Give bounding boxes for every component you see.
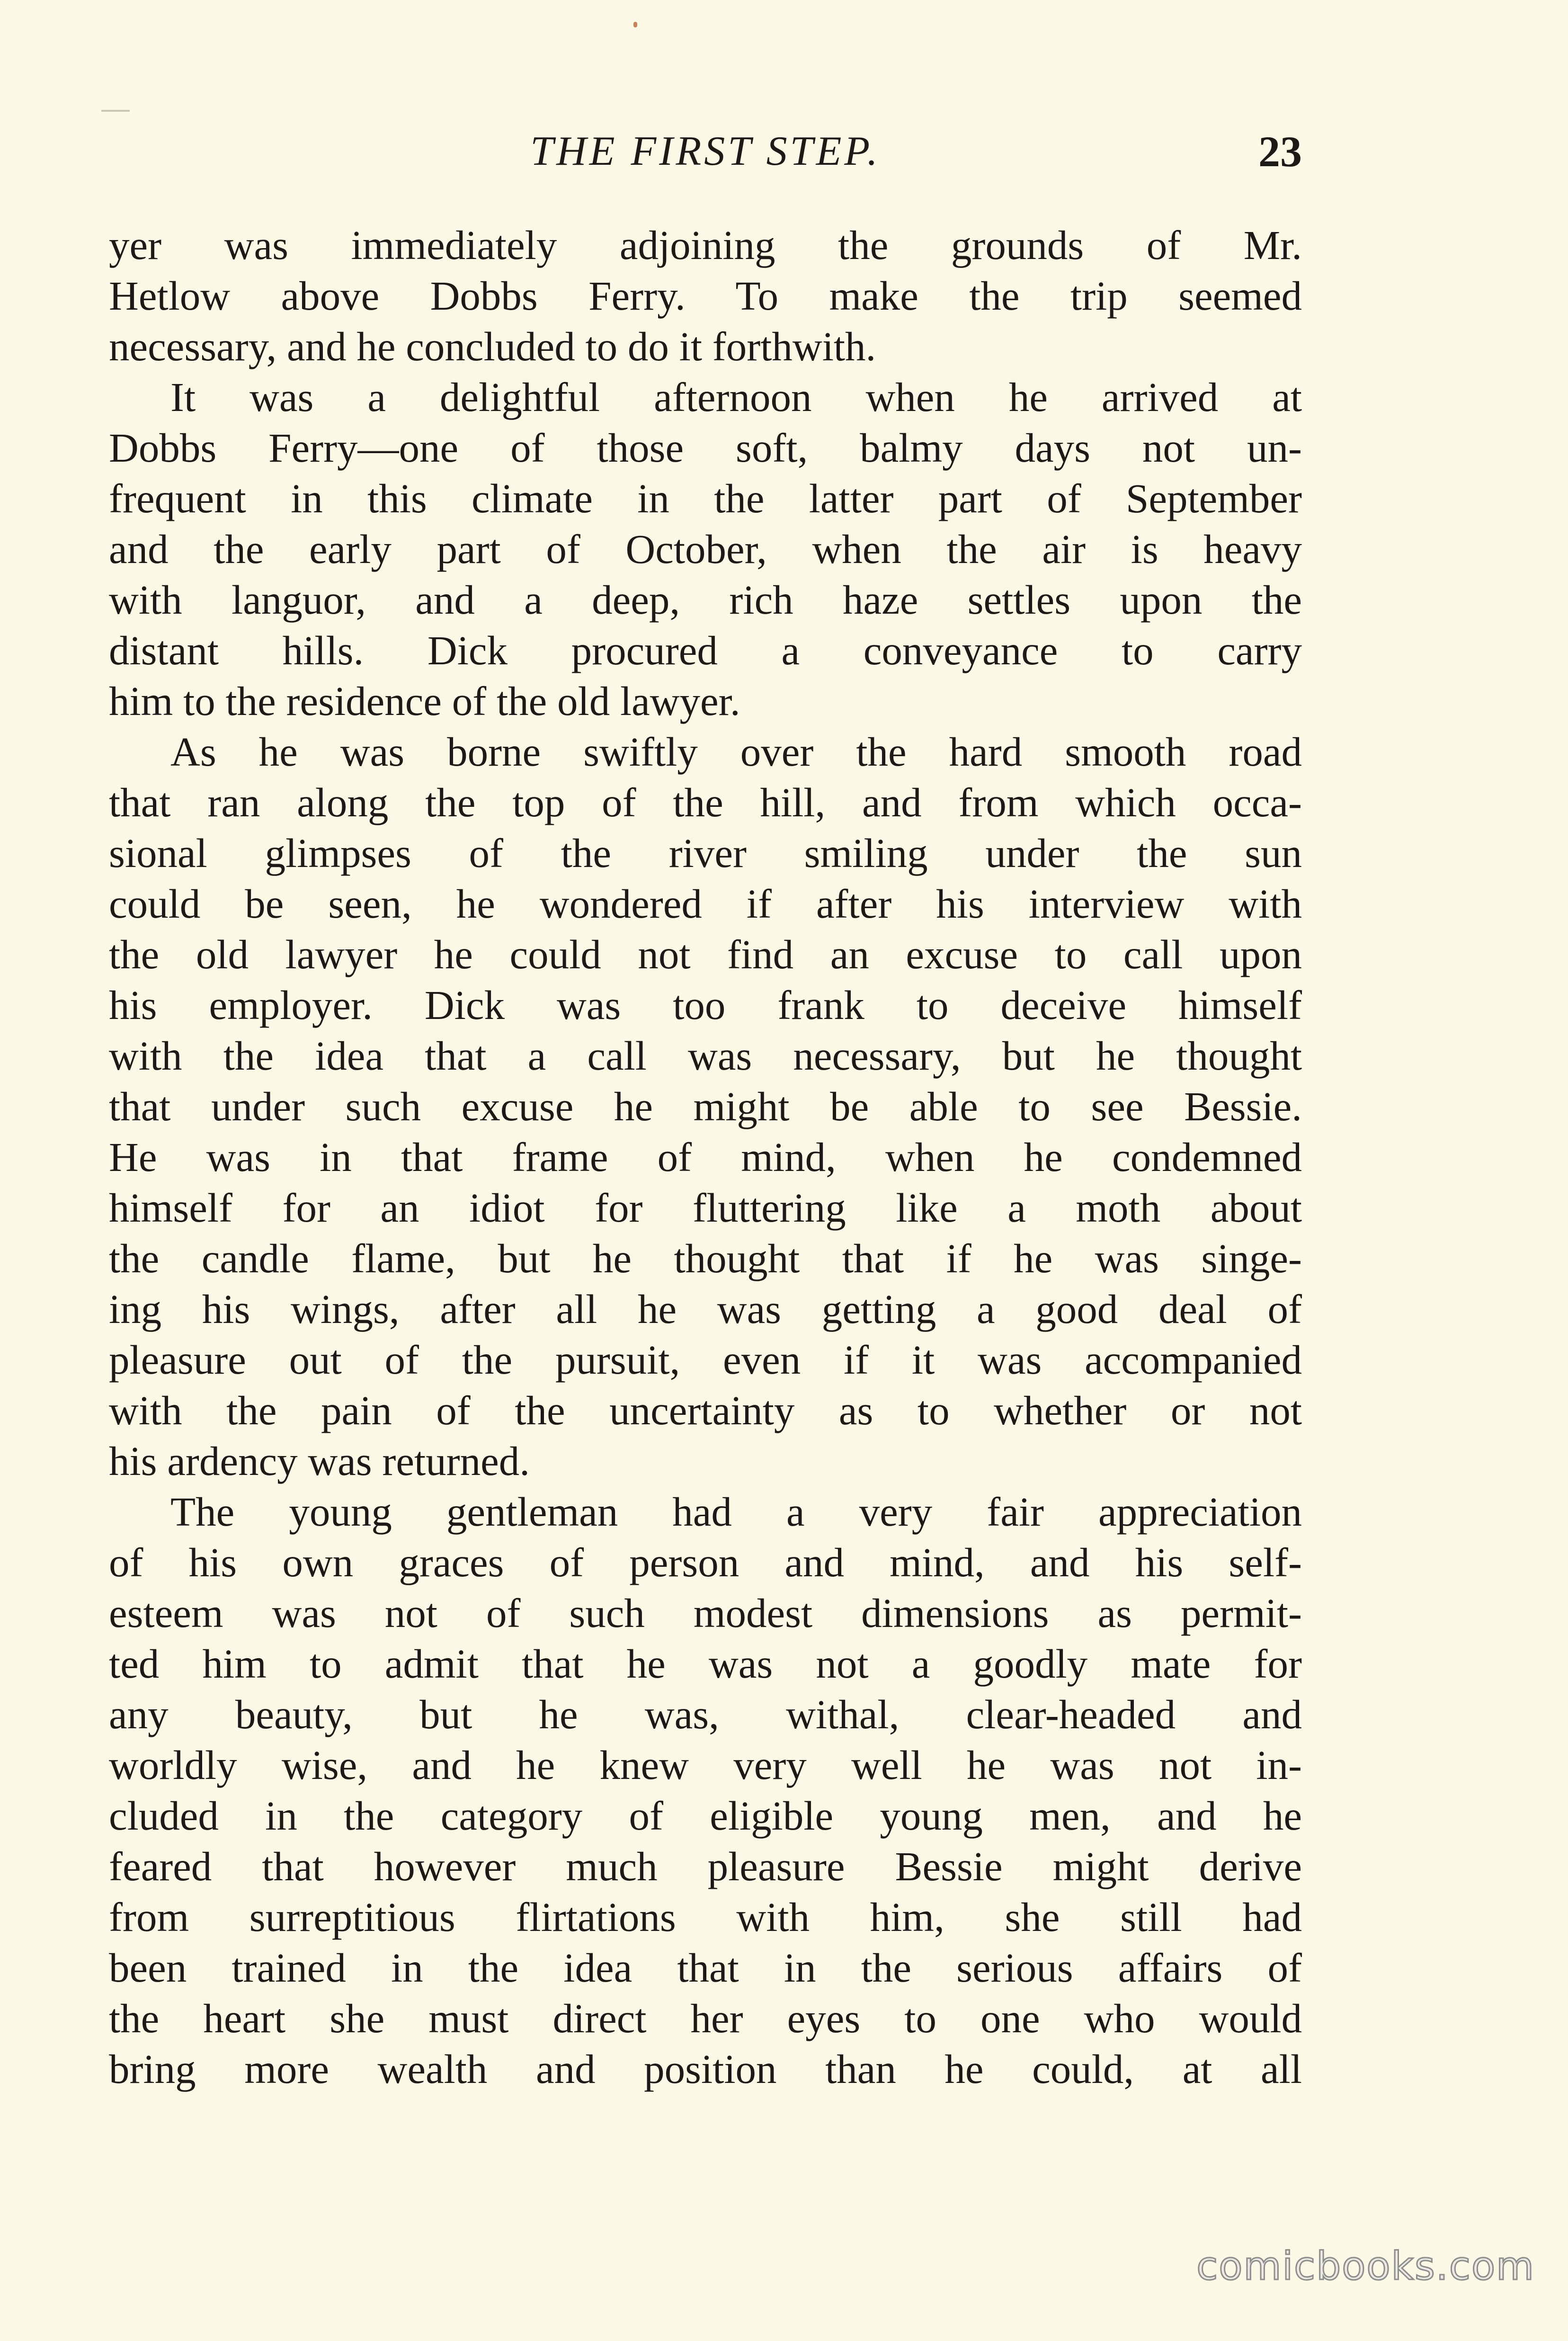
text-line: that ran along the top of the hill, and from which occa- [109, 779, 1302, 825]
text-line: worldly wise, and he knew very well he was not in- [109, 1742, 1302, 1788]
text-line: As he was borne swiftly over the hard smooth road [170, 729, 1302, 775]
text-line: ted him to admit that he was not a goodly mate for [109, 1641, 1302, 1687]
text-line: any beauty, but he was, withal, clear-headed and [109, 1691, 1302, 1737]
text-line: The young gentleman had a very fair appreciation [170, 1489, 1302, 1535]
text-line: esteem was not of such modest dimensions as permit- [109, 1590, 1302, 1636]
text-line: Dobbs Ferry—one of those soft, balmy days not un- [109, 425, 1302, 471]
page-number: 23 [1258, 127, 1302, 176]
text-line: the candle flame, but he thought that if he was singe- [109, 1235, 1302, 1281]
text-line: him to the residence of the old lawyer. [109, 678, 740, 724]
paragraph [109, 726, 1302, 1486]
paper-speck [633, 22, 637, 27]
text-line: the old lawyer he could not find an excuse to call upon [109, 931, 1302, 977]
chapter-title: THE FIRST STEP. [530, 128, 881, 174]
text-line: necessary, and he concluded to do it forthwith. [109, 323, 876, 369]
text-line: yer was immediately adjoining the grounds of Mr. [109, 222, 1302, 268]
text-line: sional glimpses of the river smiling under the sun [109, 830, 1302, 876]
running-head [109, 118, 1302, 185]
text-line: Hetlow above Dobbs Ferry. To make the trip seemed [109, 273, 1302, 319]
text-line: of his own graces of person and mind, and his self- [109, 1539, 1302, 1585]
text-line: distant hills. Dick procured a conveyance to carry [109, 627, 1302, 673]
text-line: ing his wings, after all he was getting a good deal of [109, 1286, 1302, 1332]
watermark: comicbooks.com [1196, 2244, 1535, 2289]
text-line: He was in that frame of mind, when he condemned [109, 1134, 1302, 1180]
text-line: with languor, and a deep, rich haze settles upon the [109, 577, 1302, 623]
text-line: from surreptitious flirtations with him, she still had [109, 1894, 1302, 1940]
paragraph [109, 372, 1302, 726]
body-text [109, 220, 1302, 2094]
paragraph [109, 1486, 1302, 2094]
text-line: could be seen, he wondered if after his interview with [109, 881, 1302, 927]
text-line: with the idea that a call was necessary, but he thought [109, 1033, 1302, 1079]
text-line: himself for an idiot for fluttering like a moth about [109, 1185, 1302, 1231]
text-line: cluded in the category of eligible young men, and he [109, 1793, 1302, 1839]
text-line: the heart she must direct her eyes to one who would [109, 1995, 1302, 2041]
text-line: feared that however much pleasure Bessie might derive [109, 1843, 1302, 1889]
page-edge-mark [101, 110, 130, 112]
text-line: been trained in the idea that in the serious affairs of [109, 1945, 1302, 1991]
text-line: pleasure out of the pursuit, even if it was accompanied [109, 1337, 1302, 1383]
text-line: with the pain of the uncertainty as to whether or not [109, 1387, 1302, 1433]
text-line: frequent in this climate in the latter part of September [109, 475, 1302, 521]
paragraph [109, 220, 1302, 372]
text-line: his ardency was returned. [109, 1438, 530, 1484]
text-line: that under such excuse he might be able to see Bessie. [109, 1083, 1302, 1129]
text-line: his employer. Dick was too frank to deceive himself [109, 982, 1302, 1028]
text-line: and the early part of October, when the air is heavy [109, 526, 1302, 572]
text-line: bring more wealth and position than he could, at all [109, 2046, 1302, 2092]
text-line: It was a delightful afternoon when he arrived at [170, 374, 1302, 420]
